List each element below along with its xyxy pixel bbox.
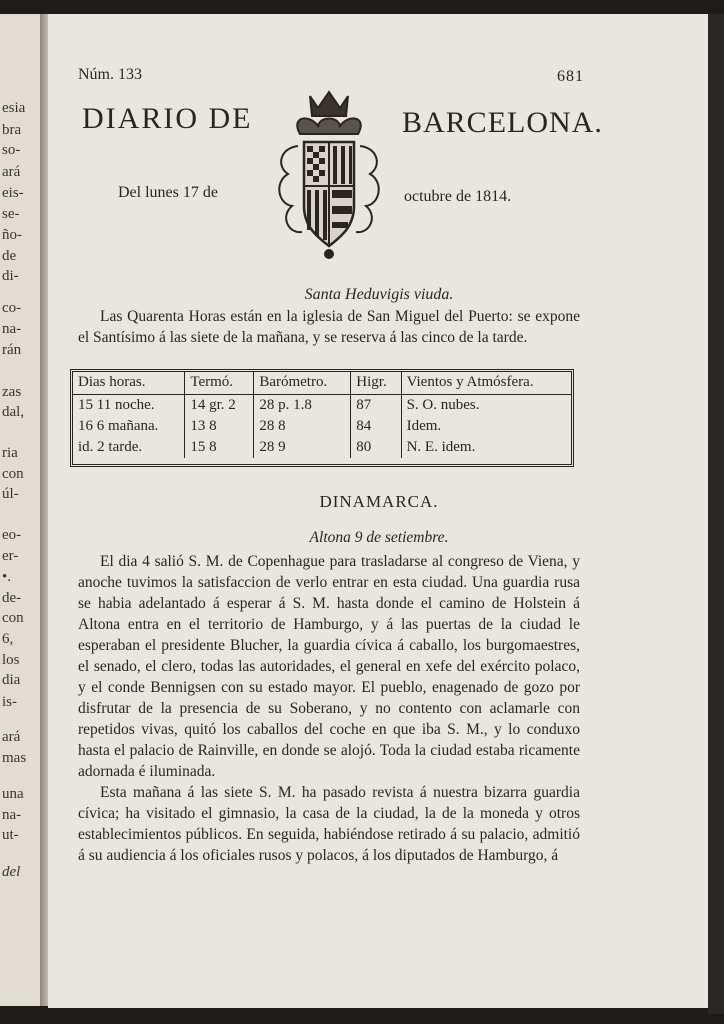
weather-header-cell: Termó. <box>185 372 254 395</box>
weather-cell: id. 2 tarde. <box>73 437 185 458</box>
weather-cell: 80 <box>351 437 401 458</box>
left-page-text-fragment: rán <box>2 342 22 358</box>
left-page-text-fragment: is- <box>2 694 17 710</box>
left-page-text-fragment: ria <box>2 445 18 461</box>
left-page-text-fragment: con <box>2 610 24 626</box>
saint-of-day: Santa Heduvigis viuda. <box>304 286 454 303</box>
left-page-text-fragment: bra <box>2 122 22 138</box>
left-page-text-fragment: de <box>2 248 17 264</box>
left-page-text-fragment: ño- <box>2 227 22 243</box>
intro-text: Las Quarenta Horas están en la iglesia de San Miguel del Puerto: se expone el Santísimo á las siete de la mañana, y se reserva á las cinco de la tarde. <box>78 308 580 346</box>
left-page-text-fragment: del <box>2 864 21 880</box>
weather-cell: 28 9 <box>254 437 351 458</box>
weather-header-cell: Vientos y Atmósfera. <box>401 372 571 395</box>
weather-header-cell: Barómetro. <box>254 372 351 395</box>
left-page-text-fragment: na- <box>2 321 22 337</box>
left-page-text-fragment: úl- <box>2 486 19 502</box>
weather-header-cell: Dias horas. <box>73 372 185 395</box>
left-page-text-fragment: co- <box>2 300 22 316</box>
weather-cell: 87 <box>351 395 401 417</box>
dateline: Altona 9 de setiembre. <box>309 529 449 546</box>
issue-number: Núm. 133 <box>78 66 142 83</box>
weather-cell: 28 p. 1.8 <box>254 395 351 417</box>
left-page-text-fragment: con <box>2 466 24 482</box>
intro-paragraph <box>78 306 580 348</box>
weather-cell: 84 <box>351 416 401 437</box>
date-left: Del lunes 17 de <box>118 184 218 201</box>
masthead-title-left: DIARIO DE <box>82 102 253 135</box>
weather-cell: S. O. nubes. <box>406 397 480 413</box>
coat-of-arms-icon <box>270 86 388 264</box>
left-page-text-fragment: dal, <box>2 404 25 420</box>
section-title: DINAMARCA. <box>319 492 439 511</box>
left-page-text-fragment: de- <box>2 590 22 606</box>
date-right: octubre de 1814. <box>404 188 512 205</box>
weather-cell: 15 11 noche. <box>73 395 185 417</box>
weather-cell: 14 gr. 2 <box>185 395 254 417</box>
weather-table <box>70 369 574 467</box>
left-page-text-fragment: na- <box>2 807 22 823</box>
weather-cell: 15 8 <box>185 437 254 458</box>
weather-cell: Idem. <box>406 418 442 434</box>
weather-cell: 16 6 mañana. <box>73 416 185 437</box>
left-page-text-fragment: eis- <box>2 185 24 201</box>
left-page-text-fragment: se- <box>2 206 20 222</box>
left-page-text-fragment: er- <box>2 548 19 564</box>
weather-cell: N. E. idem. <box>406 439 476 455</box>
masthead-title-right: BARCELONA. <box>402 106 603 139</box>
weather-header-cell: Higr. <box>351 372 401 395</box>
left-page-text-fragment: ará <box>2 729 21 745</box>
weather-cell: 28 8 <box>254 416 351 437</box>
left-page-text-fragment: 6, <box>2 631 14 647</box>
left-page-text-fragment: mas <box>2 750 27 766</box>
page-number: 681 <box>557 68 584 85</box>
left-page-text-fragment: esia <box>2 100 26 116</box>
article-paragraph: El dia 4 salió S. M. de Copenhague para trasladarse al congreso de Viena, y anoche tuvimos la satisfaccion de verlo entrar en esta ciudad. Una guardia rusa se habia adelantado á esperar á S. M. hasta donde el camino de Holstein á Altona entra en el territorio de Hamburgo, y á las puertas de la ciudad le esperaban el presidente Blucher, la guardia cívica á caballo, los burgomaestres, el senado, el clero, todas las autoridades, el general en xefe del exército polaco, y el conde Bennigsen con su estado mayor. El pueblo, enagenado de gozo por disfrutar de la presencia de su Soberano, y no contento con aclamarle con repetidos vivas, quitó los caballos del coche en que iba S. M., y lo conduxo hasta el palacio de Rainville, en donde se alojó. Toda la ciudad estaba ricamente adornada é iluminada. <box>78 553 580 780</box>
weather-row <box>73 416 571 437</box>
left-page-text-fragment: di- <box>2 268 19 284</box>
left-page-text-fragment: •. <box>2 569 12 585</box>
left-page-text-fragment: zas <box>2 384 22 400</box>
newspaper-page <box>48 14 710 1008</box>
left-page-text-fragment: ará <box>2 164 21 180</box>
left-page-text-fragment: los <box>2 652 20 668</box>
article-paragraph: Esta mañana á las siete S. M. ha pasado revista á nuestra bizarra guardia cívica; ha visitado el gimnasio, la casa de la ciudad, la de la moneda y otros establecimientos públicos. En seguida, habiéndose retirado á su palacio, admitió á su audiencia á los oficiales rusos y polacos, á los diputados de Hamburgo, á <box>78 784 580 864</box>
page-edge <box>708 14 724 1014</box>
weather-row <box>73 395 571 417</box>
left-page-fragment <box>0 14 44 1006</box>
left-page-text-fragment: una <box>2 786 24 802</box>
weather-row <box>73 437 571 458</box>
left-page-text-fragment: dia <box>2 672 21 688</box>
weather-cell: 13 8 <box>185 416 254 437</box>
left-page-text-fragment: ut- <box>2 827 19 843</box>
left-page-text-fragment: so- <box>2 142 21 158</box>
article-body <box>78 551 580 866</box>
left-page-text-fragment: eo- <box>2 527 22 543</box>
